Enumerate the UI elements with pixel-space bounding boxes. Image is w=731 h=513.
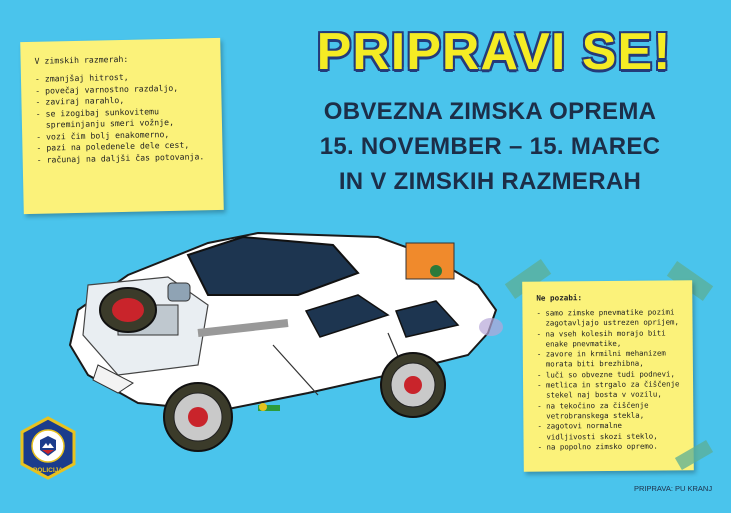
- list-item: stekel naj bosta v vozilu,: [537, 389, 662, 400]
- list-item: enake pnevmatike,: [536, 338, 622, 349]
- list-item: - zmanjšaj hitrost,: [34, 71, 129, 84]
- note-right-list: [536, 307, 680, 452]
- list-item: - pazi na poledenele dele cest,: [36, 139, 190, 153]
- list-item: - luči so obvezne tudi podnevi,: [536, 369, 675, 380]
- list-item: - se izogibaj sunkovitemu: [35, 105, 160, 119]
- note-right-heading: Ne pozabi:: [536, 293, 583, 303]
- list-item: - samo zimske pnevmatike pozimi: [536, 307, 675, 318]
- list-item: - metlica in strgalo za čiščenje: [537, 379, 680, 390]
- note-do-not-forget: [522, 280, 694, 471]
- list-item: - zavore in krmilni mehanizem: [536, 348, 666, 359]
- list-item: - vozi čim bolj enakomerno,: [36, 128, 170, 142]
- list-item: zagotavljajo ustrezen oprijem,: [536, 317, 679, 328]
- subtitle-line-3: IN V ZIMSKIH RAZMERAH: [338, 168, 642, 195]
- list-item: morata biti brezhibna,: [536, 359, 644, 370]
- list-item: spreminjanju smeri vožnje,: [35, 116, 175, 130]
- badge-text: POLICIJA: [33, 467, 63, 474]
- list-item: vetrobranskega stekla,: [537, 410, 645, 421]
- note-left-list: [35, 70, 204, 165]
- list-item: - na tekočino za čiščenje: [537, 400, 649, 411]
- list-item: - na vseh kolesih morajo biti: [536, 328, 666, 339]
- note-left-heading: V zimskih razmerah:: [34, 53, 129, 66]
- note-winter-conditions: [20, 38, 224, 214]
- list-item: - zaviraj narahlo,: [35, 94, 125, 107]
- list-item: vidljivosti skozi steklo,: [537, 431, 658, 442]
- list-item: - na popolno zimsko opremo.: [537, 441, 658, 452]
- police-badge-icon: [18, 416, 78, 480]
- credit-text: PRIPRAVA: PU KRANJ: [634, 484, 713, 493]
- list-item: - povečaj varnostno razdaljo,: [35, 82, 179, 96]
- subtitle-line-1: OBVEZNA ZIMSKA OPREMA: [323, 98, 657, 125]
- list-item: - zagotovi normalne: [537, 421, 623, 431]
- subtitle-line-2: 15. NOVEMBER – 15. MAREC: [319, 133, 661, 160]
- car-illustration: [58, 215, 503, 455]
- list-item: - računaj na daljši čas potovanja.: [36, 150, 205, 165]
- page-title: PRIPRAVI SE!: [316, 23, 672, 81]
